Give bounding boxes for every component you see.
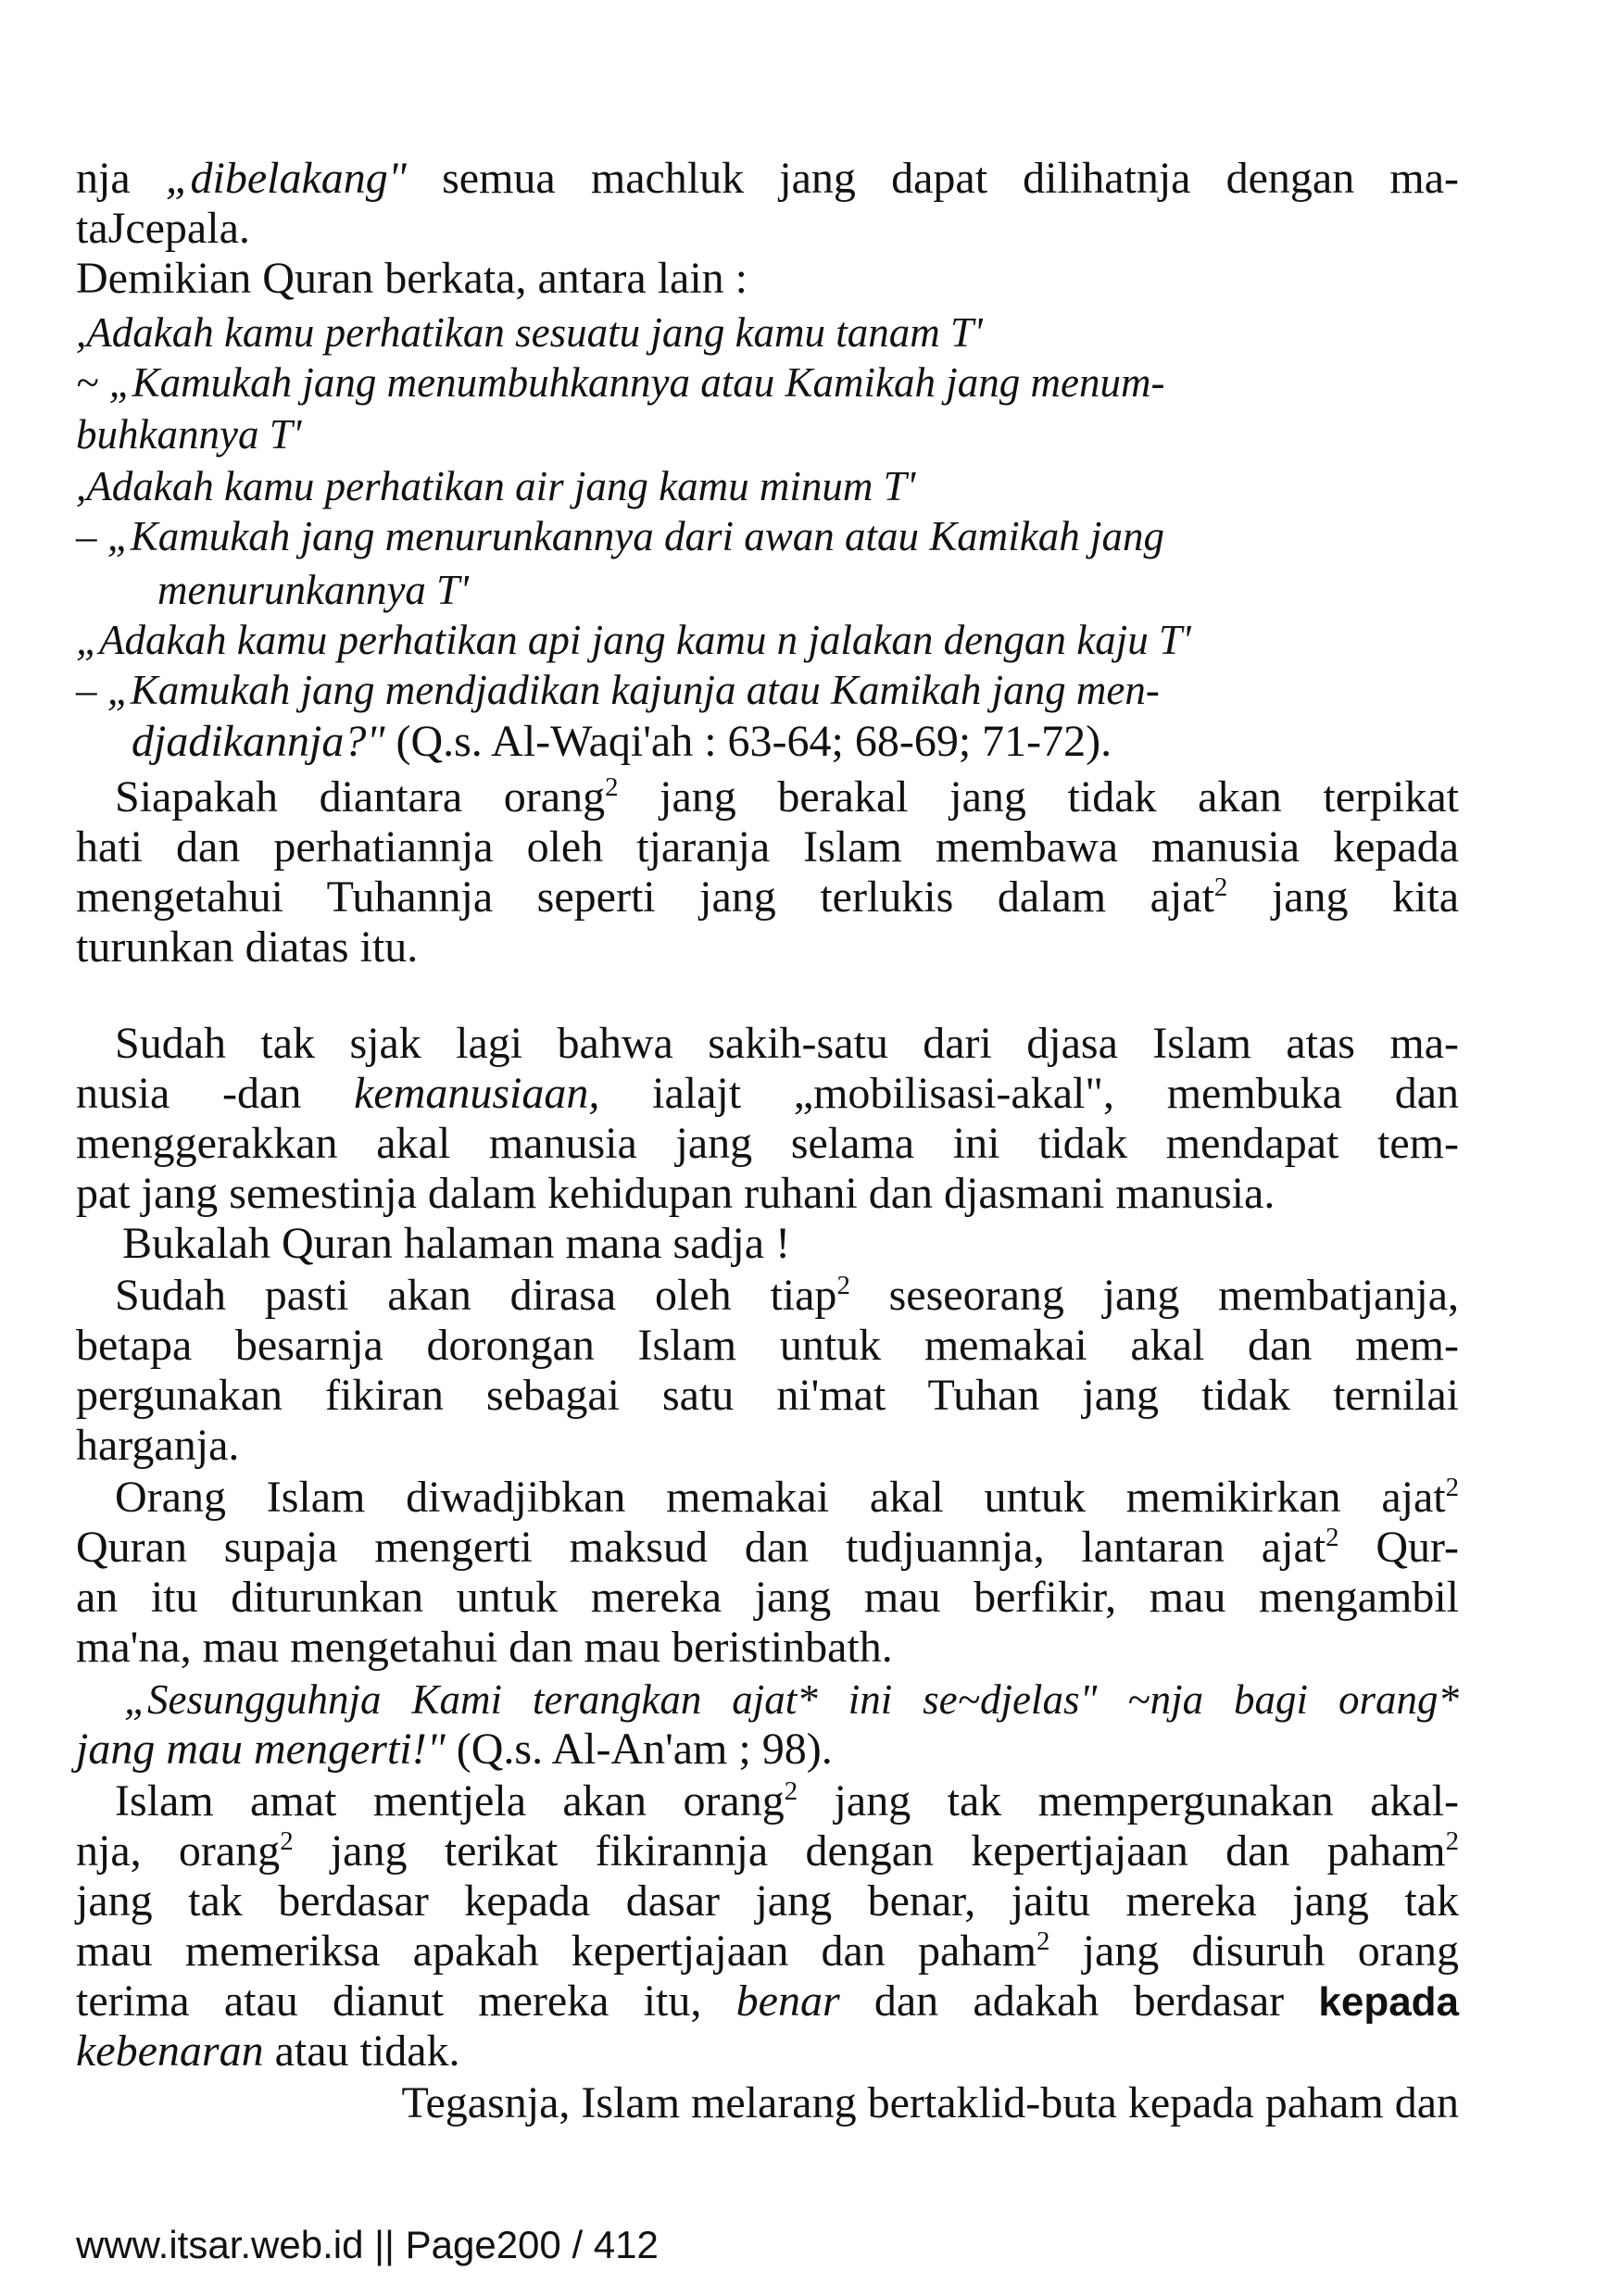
quote-citation-line: djadikannja?" (Q.s. Al-Waqi'ah : 63-64; 68-69; 71-72).: [132, 717, 1112, 766]
page-footer: www.itsar.web.id || Page200 / 412: [76, 2223, 659, 2266]
text-line: nja, orang$^2$ jang terikat fikirannja dengan kepertjajaan dan paham$^2$: [76, 1826, 1459, 1876]
text-line: Bukalah Quran halaman mana sadja !: [122, 1219, 791, 1268]
text-line: terima atau dianut mereka itu, benar dan adakah berdasar kepada: [76, 1976, 1460, 2026]
text-line: nusia -dan kemanusiaan, ialajt „mobilisasi-akal", membuka dan: [76, 1069, 1460, 1118]
text-line: jang tak berdasar kepada dasar jang benar, jaitu mereka jang tak: [76, 1876, 1459, 1926]
quote-line: – „Kamukah jang mendjadikan kajunja atau Kamikah jang men-: [76, 667, 1160, 713]
text-line: pergunakan fikiran sebagai satu ni'mat Tuhan jang tidak ternilai: [76, 1371, 1459, 1420]
text-line: kebenaran atau tidak.: [76, 2026, 460, 2076]
text-line: Tegasnja, Islam melarang bertaklid-buta kepada paham dan: [401, 2078, 1459, 2127]
text-line: turunkan diatas itu.: [76, 922, 419, 972]
text-line: Sudah tak sjak lagi bahwa sakih-satu dari djasa Islam atas ma-: [115, 1019, 1459, 1068]
text-line: menggerakkan akal manusia jang selama ini tidak mendapat tem-: [76, 1119, 1459, 1168]
quote-line: – „Kamukah jang menurunkannya dari awan atau Kamikah jang: [76, 513, 1164, 559]
quote-line: menurunkannya T': [157, 567, 469, 613]
text-line: ma'na, mau mengetahui dan mau beristinbath.: [76, 1623, 893, 1672]
quote-line: ,Adakah kamu perhatikan sesuatu jang kamu tanam T': [76, 309, 983, 356]
quote-line: „Sesungguhnja Kami terangkan ajat* ini se~djelas" ~nja bagi orang*: [124, 1676, 1459, 1723]
text-line: harganja.: [76, 1421, 240, 1470]
text-line: Demikian Quran berkata, antara lain :: [76, 254, 748, 303]
text-line: mengetahui Tuhannja seperti jang terlukis dalam ajat$^2$ jang kita: [76, 872, 1459, 922]
quote-line: ,Adakah kamu perhatikan air jang kamu minum T': [76, 463, 916, 509]
text-line: Siapakah diantara orang$^2$ jang berakal jang tidak akan terpikat: [115, 772, 1459, 822]
text-line: taJcepala.: [76, 204, 250, 253]
quote-line: ~ „Kamukah jang menumbuhkannya atau Kamikah jang menum-: [76, 359, 1165, 406]
text-line: nja „dibelakang" semua machluk jang dapat dilihatnja dengan ma-: [76, 154, 1460, 203]
text-line: an itu diturunkan untuk mereka jang mau berfikir, mau mengambil: [76, 1573, 1459, 1622]
text-line: Quran supaja mengerti maksud dan tudjuannja, lantaran ajat$^2$ Qur-: [76, 1523, 1460, 1572]
text-line: Islam amat mentjela akan orang$^2$ jang tak mempergunakan akal-: [115, 1776, 1460, 1826]
text-line: Sudah pasti akan dirasa oleh tiap$^2$ seseorang jang membatjanja,: [115, 1271, 1460, 1320]
text-line: mau memeriksa apakah kepertjajaan dan paham$^2$ jang disuruh orang: [76, 1926, 1459, 1976]
text-line: Orang Islam diwadjibkan memakai akal untuk memikirkan ajat$^2$: [115, 1473, 1459, 1522]
quote-line: buhkannya T': [76, 411, 302, 458]
text-line: hati dan perhatiannja oleh tjaranja Islam membawa manusia kepada: [76, 822, 1459, 872]
quote-line: „Adakah kamu perhatikan api jang kamu n jalakan dengan kaju T': [76, 617, 1191, 663]
text-line: betapa besarnja dorongan Islam untuk memakai akal dan mem-: [76, 1321, 1459, 1370]
quote-citation-line: jang mau mengerti!" (Q.s. Al-An'am ; 98).: [76, 1725, 833, 1774]
text-line: pat jang semestinja dalam kehidupan ruhani dan djasmani manusia.: [76, 1169, 1275, 1218]
